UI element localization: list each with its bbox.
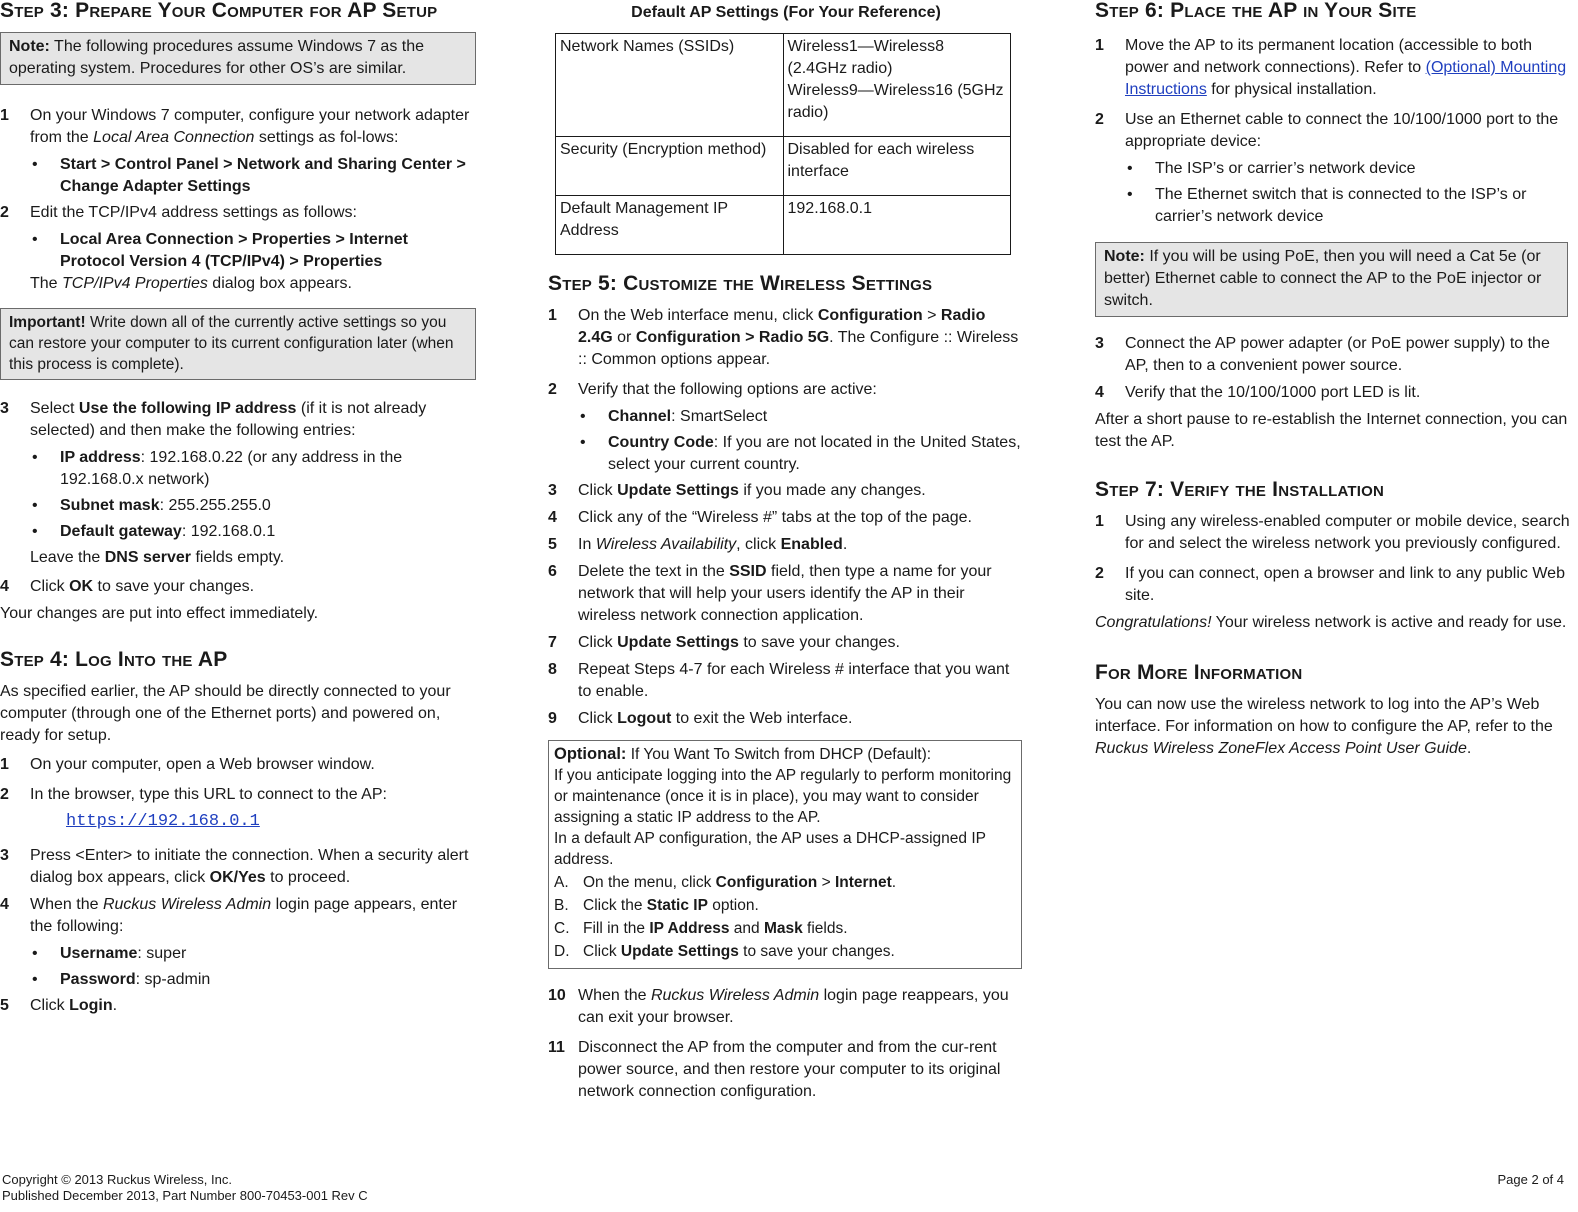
step-text: Press <Enter> to initiate the connection. When a security alert dialog box appears, click [30,847,469,886]
step3-item-3-bullets [0,447,476,543]
note-label: Note: [1104,248,1145,265]
step5-heading: Step 5: Customize the Wireless Settings [548,272,933,295]
important-note [0,308,476,380]
step-text: Click [578,710,618,727]
step-text-bold: OK [69,578,94,595]
step-text: If you can connect, open a browser and link to any public Web site. [1125,565,1565,604]
poe-note [1095,242,1568,317]
more-info-heading: For More Information [1095,661,1303,684]
optional-step-c [554,918,1016,939]
note-text: The following procedures assume Windows 7 as the operating system. Procedures for other OS’s are similar. [9,38,425,77]
step-text: to save your changes. [738,634,900,651]
step6-item-2-bullets [1095,158,1571,228]
step-text: . [842,536,848,553]
step6-closing: After a short pause to re-establish the Internet connection, you can test the AP. [1095,411,1568,450]
step7-item-1 [1095,511,1571,555]
step-number: 4 [548,509,557,526]
step-text-bold: Update Settings [617,634,739,651]
mounting-instructions-link[interactable]: (Optional) Mounting Instructions [1125,59,1567,98]
step3-item-2-after [0,273,476,295]
step5-item-1 [548,305,1024,371]
step-text: Click any of the “Wireless #” tabs at the top of the page. [578,509,972,526]
note-text: If you will be using PoE, then you will need a Cat 5e (or better) Ethernet cable to connect the AP to the PoE injector or switch. [1104,248,1542,309]
step4-item-1 [0,754,476,776]
step-text-italic: Local Area Connection [93,129,255,146]
step3-item-1 [0,105,476,149]
step-number: 3 [548,482,557,499]
step-text-bold: Update Settings [617,482,739,499]
step3-heading: Step 3: Prepare Your Computer for AP Setup [0,0,438,22]
step-text: When the [30,896,103,913]
step-text: for physical installation. [1206,81,1377,98]
table-cell [783,34,1011,137]
cell-line: Wireless1—Wireless8 (2.4GHz radio) [787,38,944,77]
step-text: > [922,307,941,324]
step5-item-8 [548,659,1024,703]
step-number: 1 [0,756,9,773]
field-value: : super [137,945,187,962]
cell-line: Wireless9—Wireless16 (5GHz radio) [787,82,1004,121]
list-item [30,521,476,543]
step-number: 2 [548,381,557,398]
step-text-bold: Configuration [817,307,923,324]
step-text: field, then type a name for your network that will help your users identify the AP in their wireless network connection application. [578,563,992,624]
step6-item-2 [1095,109,1571,153]
default-settings-table [555,33,1011,255]
table-title: Default AP Settings (For Your Reference) [631,4,941,21]
step5-item-4 [548,507,1024,529]
table-cell: Security (Encryption method) [556,137,784,196]
step-number: 10 [548,987,566,1004]
text: The [30,275,63,292]
field-value: : 192.168.0.1 [181,523,276,540]
step-text: Connect the AP power adapter (or PoE power supply) to the AP, then to a convenient power source. [1125,335,1550,374]
step-number: 3 [0,847,9,864]
step-number: 7 [548,634,557,651]
step-number: 2 [0,786,9,803]
text: . [1466,740,1472,757]
step6-heading: Step 6: Place the AP in Your Site [1095,0,1417,22]
step-text-italic: Ruckus Wireless Admin [650,987,820,1004]
step-number: 6 [548,563,557,580]
step4-intro: As specified earlier, the AP should be directly connected to your computer (through one of the Ethernet ports) and powered on, ready for setup. [0,683,451,744]
field-label: Default gateway [60,523,182,540]
step-number: 1 [0,107,9,124]
step6-item-1 [1095,35,1571,101]
step-number: 3 [0,400,9,417]
step-text: Edit the TCP/IPv4 address settings as follows: [30,204,357,221]
step-text: option. [707,897,759,914]
copyright: Copyright © 2013 Ruckus Wireless, Inc. [2,1172,232,1187]
footer [2,1172,368,1204]
step5-item-3 [548,480,1024,502]
field-value: : sp-admin [135,971,211,988]
step-text: . [891,874,897,891]
important-label: Important! [9,314,86,331]
step-text: if you made any changes. [738,482,926,499]
table-cell: Disabled for each wireless interface [783,137,1011,196]
field-value: : If you are not located in the United States, select your current country. [608,434,1021,473]
step4-item-3 [0,845,476,889]
list-item [30,943,476,965]
optional-label: Optional: [554,745,627,763]
text: Leave the [30,549,105,566]
published-info: Published December 2013, Part Number 800-70453-001 Rev C [2,1188,368,1203]
field-label: Password [60,971,136,988]
step-text-italic: Wireless Availability [595,536,737,553]
step-text: Delete the text in the [578,563,730,580]
step-text: When the [578,987,651,1004]
step-text: Verify that the following options are active: [578,381,877,398]
step-text-italic: Ruckus Wireless Admin [102,896,272,913]
field-value: : 255.255.255.0 [159,497,271,514]
step4-item-4 [0,894,476,938]
step5-item-11 [548,1037,1024,1103]
step-text-bold: Configuration [715,874,818,891]
optional-static-ip-box [548,740,1022,969]
step-text: In the browser, type this URL to connect to the AP: [30,786,387,803]
step-number: 5 [0,997,9,1014]
text-italic: Congratulations! [1095,614,1212,631]
table-row [556,34,1011,137]
step-text: . The Configure :: Wireless :: Common options appear. [578,329,1019,368]
text: Your wireless network is active and ready for use. [1211,614,1567,631]
step-text-bold: Login [69,997,113,1014]
optional-step-b [554,895,1016,916]
step7-heading: Step 7: Verify the Installation [1095,478,1384,501]
step-text-bold: IP Address [649,920,730,937]
ap-url-link[interactable]: https://192.168.0.1 [66,812,260,831]
step-number: 1 [1095,37,1104,54]
list-item [30,447,476,491]
field-label: Username [60,945,138,962]
table-cell: Default Management IP Address [556,196,784,255]
more-info-text [1095,694,1571,760]
guide-title: Ruckus Wireless ZoneFlex Access Point User Guide [1095,740,1467,757]
step-text: On your computer, open a Web browser window. [30,756,375,773]
step-number: 4 [1095,384,1104,401]
step-letter: D. [554,943,570,960]
list-item [30,969,476,991]
step3-item-2-bullets [0,229,476,273]
step-text: and [729,920,764,937]
step-text: Click the [583,897,647,914]
step-text-bold: OK/Yes [209,869,266,886]
optional-paragraph: In a default AP configuration, the AP uses a DHCP-assigned IP address. [554,830,986,868]
step-text-bold: Configuration > Radio 5G [635,329,830,346]
step-number: 3 [1095,335,1104,352]
step3-item-2 [0,202,476,224]
step-text: Select [30,400,79,417]
step-number: 2 [1095,111,1104,128]
field-label: Country Code [608,434,714,451]
step-text: to save your changes. [93,578,255,595]
step6-item-4 [1095,382,1571,404]
list-item [30,154,476,198]
dns-instruction [0,547,476,569]
optional-step-a [554,872,1016,893]
step5-item-2 [548,379,1024,401]
step-text: On the Web interface menu, click [578,307,818,324]
optional-paragraph: If you anticipate logging into the AP regularly to perform monitoring or maintenance (once it is in place), you may want to consider assigning a static IP address to the AP. [554,767,1012,826]
step-text-bold: SSID [729,563,767,580]
step-text: fields. [802,920,848,937]
step5-item-2-bullets [548,406,1024,476]
step-text-bold: Internet [834,874,892,891]
step-number: 4 [0,578,9,595]
step-text: Disconnect the AP from the computer and from the cur-rent power source, and then restore your computer to its original network connection configuration. [578,1039,1001,1100]
step-text: . [112,997,118,1014]
optional-title-text: If You Want To Switch from DHCP (Default): [630,746,932,763]
text-bold: DNS server [104,549,192,566]
field-label: IP address [60,449,141,466]
step-text: Click [578,482,618,499]
step4-heading: Step 4: Log Into the AP [0,648,228,671]
step-text: to proceed. [265,869,351,886]
step-text: Verify that the 10/100/1000 port LED is lit. [1125,384,1421,401]
column-middle [548,0,1024,1108]
step-number: 4 [0,896,9,913]
step-letter: B. [554,897,569,914]
table-row [556,137,1011,196]
step-text: Use an Ethernet cable to connect the 10/100/1000 port to the appropriate device: [1125,111,1559,150]
step-number: 8 [548,661,557,678]
step-number: 5 [548,536,557,553]
optional-title [554,744,1016,765]
step-text: Fill in the [583,920,650,937]
step-text: Click [30,578,70,595]
list-item [30,229,476,273]
step5-item-6 [548,561,1024,627]
step-text: settings as fol-lows: [254,129,399,146]
column-left [0,0,476,1022]
step-text-bold: Use the following IP address [78,400,297,417]
table-cell: 192.168.0.1 [783,196,1011,255]
step-text: login page reappears, you can exit your browser. [578,987,1009,1026]
optional-step-d [554,941,1016,962]
step-text: In [578,536,596,553]
step-number: 1 [548,307,557,324]
step-text: Repeat Steps 4-7 for each Wireless # interface that you want to enable. [578,661,1010,700]
step-text-bold: Enabled [780,536,843,553]
step-text: Using any wireless-enabled computer or mobile device, search for and select the wireless network you previously configured. [1125,513,1570,552]
step3-item-3 [0,398,476,442]
step5-item-7 [548,632,1024,654]
step3-item-1-bullets [0,154,476,198]
text-italic: TCP/IPv4 Properties [62,275,208,292]
menu-path: Local Area Connection > Properties > Internet Protocol Version 4 (TCP/IPv4) > Properties [60,231,408,270]
step-text-bold: Logout [617,710,672,727]
list-item [578,432,1024,476]
list-item: • The Ethernet switch that is connected to the ISP’s or carrier’s network device [1125,184,1571,228]
field-label: Channel [608,408,672,425]
step-letter: C. [554,920,570,937]
step-text: to exit the Web interface. [671,710,853,727]
step-text-bold: Radio 2.4G [578,307,986,346]
step-text: , click [736,536,781,553]
step-text: Move the AP to its permanent location (accessible to both power and network connections). Refer to [1125,37,1533,76]
step-number: 9 [548,710,557,727]
step-text: Click [578,634,618,651]
step-text-bold: Update Settings [620,943,739,960]
step-text: Click [583,943,621,960]
field-label: Subnet mask [60,497,160,514]
step-text-bold: Mask [763,920,803,937]
step-text: or [612,329,636,346]
step-number: 2 [1095,565,1104,582]
field-value: : SmartSelect [671,408,768,425]
page-number: Page 2 of 4 [1497,1172,1564,1187]
step3-closing: Your changes are put into effect immediately. [0,605,319,622]
note-label: Note: [9,38,50,55]
step-number: 2 [0,204,9,221]
important-text: Write down all of the currently active settings so you can restore your computer to its current configuration later (when this process is complete). [9,314,454,373]
text: dialog box appears. [207,275,352,292]
login-credentials [0,943,476,991]
step5-item-5 [548,534,1024,556]
field-value: : 192.168.0.22 (or any address in the 192.168.0.x network) [60,449,403,488]
step3-item-4 [0,576,476,598]
step-number: 11 [548,1039,565,1056]
step-text: On your Windows 7 computer, configure your network adapter from the [30,107,470,146]
menu-path: Start > Control Panel > Network and Sharing Center > Change Adapter Settings [60,156,466,195]
step-text: login page appears, enter the following: [30,896,458,935]
step-text: On the menu, click [583,874,716,891]
step-text: to save your changes. [738,943,895,960]
list-item: • The ISP’s or carrier’s network device [1125,158,1571,180]
table-cell: Network Names (SSIDs) [556,34,784,137]
step4-item-2 [0,784,476,806]
step-text: Click [30,997,70,1014]
step5-item-10 [548,985,1024,1029]
step-text-bold: Static IP [646,897,708,914]
congratulations-text [1095,612,1571,634]
table-row [556,196,1011,255]
step-letter: A. [554,874,569,891]
text: fields empty. [191,549,285,566]
step-text: > [817,874,835,891]
step-text: (if it is not already selected) and then make the following entries: [30,400,427,439]
list-item [578,406,1024,428]
text: You can now use the wireless network to log into the AP’s Web interface. For information on how to configure the AP, refer to the [1095,696,1553,735]
column-right [1095,0,1571,767]
step6-item-3 [1095,333,1571,377]
list-item [30,495,476,517]
step3-note [0,32,476,85]
step-number: 1 [1095,513,1104,530]
step5-item-9 [548,708,1024,730]
step7-item-2 [1095,563,1571,607]
step4-item-5 [0,995,476,1017]
